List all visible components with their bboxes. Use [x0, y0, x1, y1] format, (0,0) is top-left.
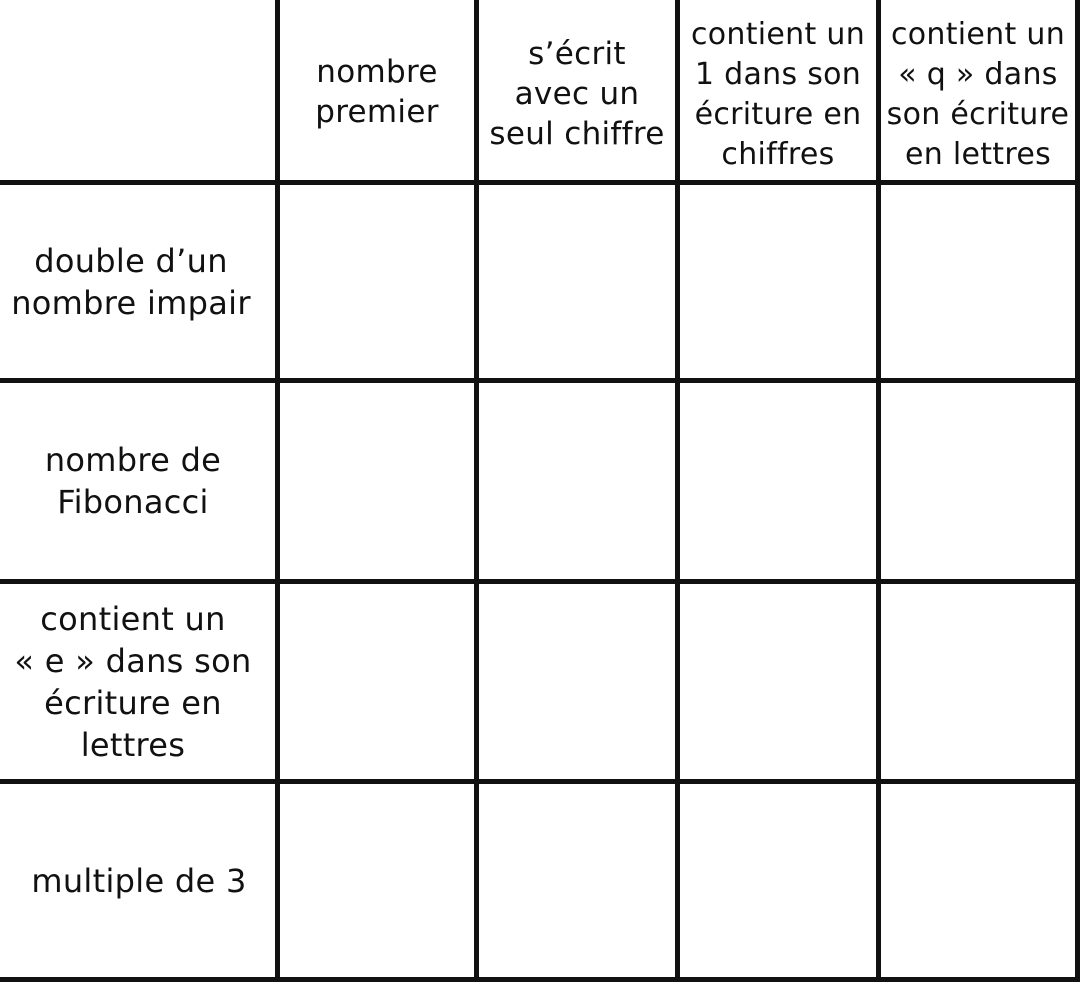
table-cell-r1-c4[interactable]: [881, 185, 1075, 378]
table-cell-r2-c1[interactable]: [280, 383, 474, 579]
column-header-nombre-premier: [280, 48, 474, 136]
table-cell-r4-c1[interactable]: [280, 784, 474, 977]
grid-line-vertical: [1075, 0, 1080, 982]
row-header-multiple-de-3: [0, 784, 278, 977]
row-header-fibonacci: [0, 383, 266, 579]
table-cell-r3-c3[interactable]: [680, 584, 876, 779]
table-cell-r3-c2[interactable]: [479, 584, 675, 779]
table-cell-r4-c2[interactable]: [479, 784, 675, 977]
column-header-label: contient un 1 dans son écriture en chiffres: [690, 17, 866, 172]
column-header-label: contient un « q » dans son écriture en lettres: [886, 17, 1070, 172]
table-cell-r3-c4[interactable]: [881, 584, 1075, 779]
column-header-label: nombre premier: [315, 54, 439, 130]
table-cell-r4-c3[interactable]: [680, 784, 876, 977]
table-cell-r2-c3[interactable]: [680, 383, 876, 579]
table-cell-r1-c3[interactable]: [680, 185, 876, 378]
row-header-contient-un-e: [0, 584, 266, 779]
column-header-un-seul-chiffre: [479, 32, 675, 156]
column-header-label: s’écrit avec un seul chiffre: [489, 36, 665, 152]
table-cell-r3-c1[interactable]: [280, 584, 474, 779]
table-cell-r2-c4[interactable]: [881, 383, 1075, 579]
column-header-contient-un-q: [881, 14, 1075, 176]
table-cell-r1-c2[interactable]: [479, 185, 675, 378]
grid-line-horizontal: [0, 977, 1080, 982]
table-cell-r4-c4[interactable]: [881, 784, 1075, 977]
row-header-label: contient un « e » dans son écriture en lettres: [14, 599, 252, 764]
row-header-label: multiple de 3: [31, 861, 247, 900]
table-cell-r1-c1[interactable]: [280, 185, 474, 378]
column-header-contient-un-1: [680, 14, 876, 176]
row-header-label: nombre de Fibonacci: [44, 441, 222, 521]
row-header-label: double d’un nombre impair: [11, 241, 251, 322]
corner-cell: [0, 0, 275, 180]
row-header-double-nombre-impair: [0, 185, 262, 378]
table-cell-r2-c2[interactable]: [479, 383, 675, 579]
